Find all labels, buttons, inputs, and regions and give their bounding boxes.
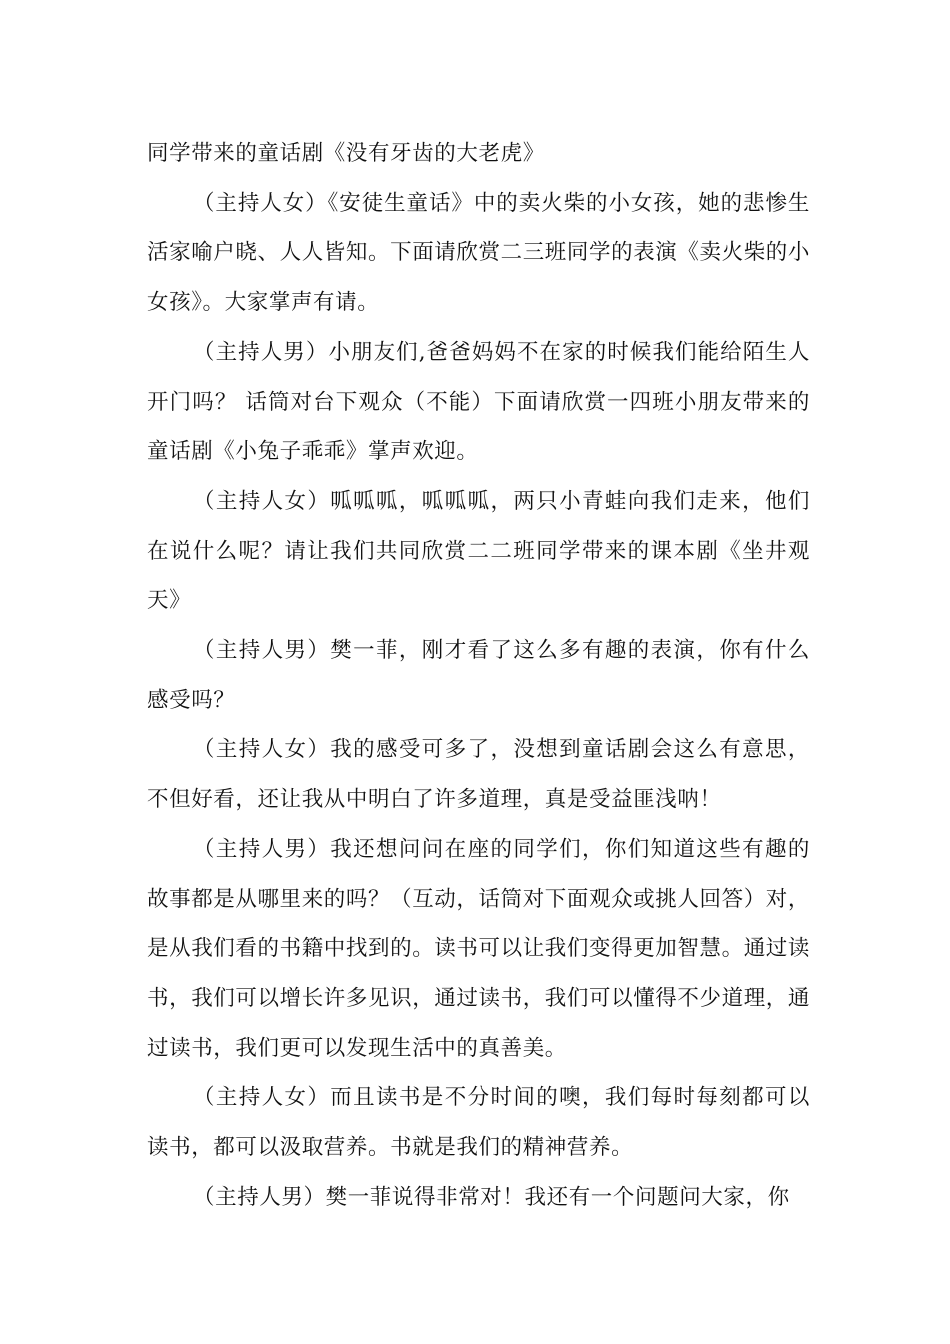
paragraph-host-female-2: （主持人女）呱呱呱，呱呱呱，两只小青蛙向我们走来，他们在说什么呢？请让我们共同欣赏二二班同学带来的课本剧《坐井观天》	[147, 488, 810, 614]
paragraph-host-male-2: （主持人男）樊一菲，刚才看了这么多有趣的表演，你有什么感受吗？	[147, 638, 810, 713]
paragraph-host-female-4: （主持人女）而且读书是不分时间的噢，我们每时每刻都可以读书，都可以汲取营养。书就是我们的精神营养。	[147, 1085, 810, 1161]
paragraph-host-male-1: （主持人男）小朋友们,爸爸妈妈不在家的时候我们能给陌生人开门吗？ 话筒对台下观众（不能）下面请欣赏一四班小朋友带来的童话剧《小兔子乖乖》掌声欢迎。	[147, 339, 810, 465]
paragraph-continuation: 同学带来的童话剧《没有牙齿的大老虎》	[147, 141, 545, 166]
paragraph-host-male-3: （主持人男）我还想问问在座的同学们，你们知道这些有趣的故事都是从哪里来的吗？（互动，话筒对下面观众或挑人回答）对，是从我们看的书籍中找到的。读书可以让我们变得更加智慧。通过读书，我们可以增长许多见识，通过读书，我们可以懂得不少道理，通过读书，我们更可以发现生活中的真善美。	[147, 836, 811, 1061]
paragraph-host-female-3: （主持人女）我的感受可多了，没想到童话剧会这么有意思，不但好看，还让我从中明白了许多道理，真是受益匪浅呐！	[147, 737, 810, 813]
document-body	[147, 129, 810, 1222]
paragraph-host-female-1: （主持人女）《安徒生童话》中的卖火柴的小女孩，她的悲惨生活家喻户晓、人人皆知。下面请欣赏二三班同学的表演《卖火柴的小女孩》。大家掌声有请。	[147, 190, 811, 316]
paragraph-host-male-4: （主持人男）樊一菲说得非常对！我还有一个问题问大家，你	[193, 1184, 790, 1210]
